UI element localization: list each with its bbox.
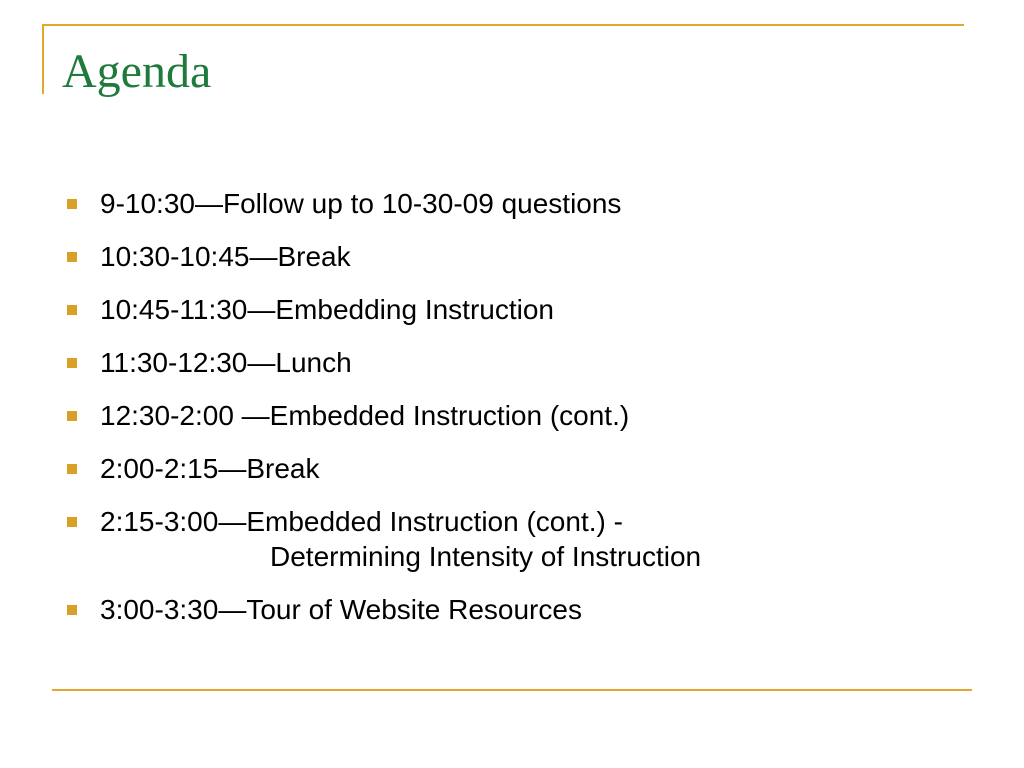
square-bullet-icon (67, 605, 77, 615)
square-bullet-icon (67, 252, 77, 262)
square-bullet-icon (67, 358, 77, 368)
square-bullet-icon (67, 199, 77, 209)
agenda-item (62, 504, 701, 574)
agenda-item-text: 9-10:30—Follow up to 10-30-09 questions (100, 188, 622, 219)
agenda-item (62, 186, 701, 221)
agenda-item (62, 345, 701, 380)
agenda-item-text: 10:30-10:45—Break (100, 241, 351, 272)
agenda-item-text: 2:00-2:15—Break (100, 453, 320, 484)
agenda-item (62, 592, 701, 627)
agenda-item-text: 12:30-2:00 —Embedded Instruction (cont.) (100, 400, 630, 431)
agenda-item-text: 3:00-3:30—Tour of Website Resources (100, 594, 582, 625)
top-accent-rule (42, 24, 964, 26)
left-accent-rule (42, 24, 44, 94)
square-bullet-icon (67, 464, 77, 474)
agenda-item-text: 10:45-11:30—Embedding Instruction (100, 294, 554, 325)
agenda-item-continuation-text: Determining Intensity of Instruction (270, 541, 702, 572)
agenda-list (62, 186, 701, 645)
agenda-item (62, 451, 701, 486)
agenda-item (62, 398, 701, 433)
square-bullet-icon (67, 305, 77, 315)
agenda-item (62, 292, 701, 327)
slide-title: Agenda (62, 45, 212, 98)
bottom-accent-rule (52, 689, 972, 691)
square-bullet-icon (67, 517, 77, 527)
agenda-item-text: 2:15-3:00—Embedded Instruction (cont.) - (100, 506, 623, 537)
agenda-item (62, 239, 701, 274)
square-bullet-icon (67, 411, 77, 421)
agenda-item-text: 11:30-12:30—Lunch (100, 347, 352, 378)
